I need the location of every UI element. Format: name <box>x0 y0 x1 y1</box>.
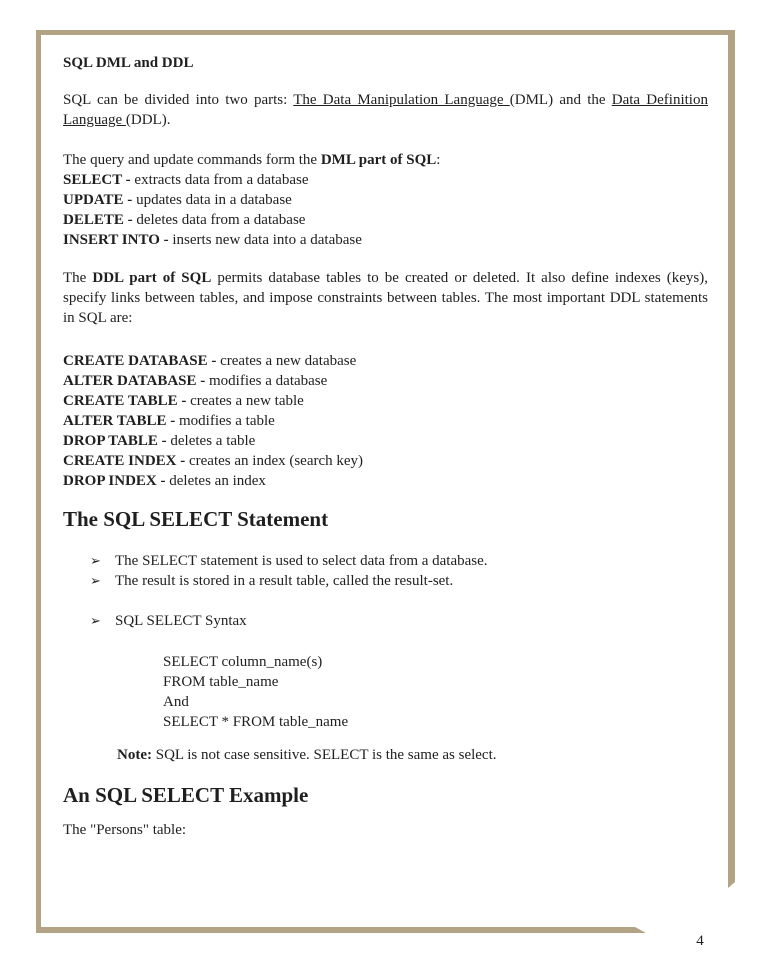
ddl-term: CREATE TABLE - <box>63 393 187 409</box>
heading-sql-select-statement: The SQL SELECT Statement <box>63 507 329 531</box>
intro-pre: SQL can be divided into two parts: <box>63 92 294 108</box>
arrow-bullet-icon: ➢ <box>90 553 101 568</box>
persons-table-caption: The "Persons" table: <box>63 822 187 838</box>
ddl-term: CREATE DATABASE - <box>63 353 217 369</box>
link-data-manipulation-language: The Data Manipulation Language <box>293 92 510 108</box>
intro-post: (DDL). <box>125 112 171 128</box>
ddl-desc: creates an index (search key) <box>185 453 364 469</box>
page-border-left <box>36 30 41 933</box>
dml-desc: deletes data from a database <box>132 212 306 228</box>
ddl-term: ALTER DATABASE - <box>63 373 206 389</box>
heading-sql-select-example: An SQL SELECT Example <box>63 783 309 807</box>
ddl-item <box>63 411 708 431</box>
ddl-item <box>63 431 708 451</box>
ddl-para-bold: DDL part of SQL <box>92 270 212 286</box>
bullet-text: The result is stored in a result table, called the result-set. <box>115 573 454 589</box>
bullet-item <box>63 611 708 631</box>
page-border-bottom <box>36 927 646 933</box>
dml-lead-post: : <box>436 152 441 168</box>
dml-term: INSERT INTO - <box>63 232 169 248</box>
code-line: FROM table_name <box>163 674 279 690</box>
link-data-definition-language: Data Definition Language <box>63 92 708 128</box>
ddl-term: ALTER TABLE - <box>63 413 176 429</box>
ddl-item <box>63 351 708 371</box>
code-line: And <box>163 694 189 710</box>
ddl-term: CREATE INDEX - <box>63 453 186 469</box>
dml-section <box>63 150 708 250</box>
note-line <box>63 745 708 765</box>
ddl-item <box>63 451 708 471</box>
note-text: SQL is not case sensitive. SELECT is the same as select. <box>151 747 497 763</box>
code-line: SELECT * FROM table_name <box>163 714 349 730</box>
page-number: 4 <box>696 933 704 949</box>
page-border-top <box>36 30 735 35</box>
select-bullets <box>63 551 708 591</box>
dml-term: UPDATE - <box>63 192 133 208</box>
intro-paragraph <box>63 90 708 130</box>
bullet-item <box>63 551 708 571</box>
code-line: SELECT column_name(s) <box>163 654 323 670</box>
ddl-paragraph <box>63 268 708 328</box>
dml-item <box>63 170 708 190</box>
dml-term: SELECT - <box>63 172 131 188</box>
dml-item <box>63 210 708 230</box>
ddl-para-post: permits database tables to be created or deleted. It also define indexes (keys), specify links between tables, and impose constraints between tables. The most important DDL statements in SQL are: <box>63 270 708 326</box>
ddl-item <box>63 471 708 491</box>
ddl-desc: modifies a database <box>205 373 328 389</box>
ddl-desc: creates a new table <box>186 393 304 409</box>
bullet-item <box>63 571 708 591</box>
bullet-text: SQL SELECT Syntax <box>115 613 247 629</box>
ddl-list <box>63 351 708 491</box>
ddl-item <box>63 391 708 411</box>
sql-syntax-block <box>63 652 708 732</box>
dml-item <box>63 230 708 250</box>
ddl-desc: deletes an index <box>165 473 266 489</box>
dml-term: DELETE - <box>63 212 133 228</box>
bullet-text: The SELECT statement is used to select data from a database. <box>115 553 488 569</box>
arrow-bullet-icon: ➢ <box>90 613 101 628</box>
note-label: Note: <box>117 747 152 763</box>
dml-lead-pre: The query and update commands form the <box>63 152 321 168</box>
dml-item <box>63 190 708 210</box>
ddl-term: DROP INDEX - <box>63 473 166 489</box>
ddl-desc: creates a new database <box>216 353 357 369</box>
syntax-bullet <box>63 611 708 631</box>
dml-desc: extracts data from a database <box>130 172 309 188</box>
arrow-bullet-icon: ➢ <box>90 573 101 588</box>
page-border-right <box>728 30 735 888</box>
ddl-para-pre: The <box>63 270 93 286</box>
ddl-term: DROP TABLE - <box>63 433 167 449</box>
dml-lead <box>63 150 708 170</box>
doc-title: SQL DML and DDL <box>63 55 194 71</box>
intro-mid: (DML) and the <box>509 92 612 108</box>
dml-lead-bold: DML part of SQL <box>320 152 437 168</box>
dml-desc: inserts new data into a database <box>168 232 362 248</box>
dml-desc: updates data in a database <box>132 192 292 208</box>
ddl-desc: deletes a table <box>166 433 256 449</box>
ddl-desc: modifies a table <box>175 413 275 429</box>
ddl-item <box>63 371 708 391</box>
